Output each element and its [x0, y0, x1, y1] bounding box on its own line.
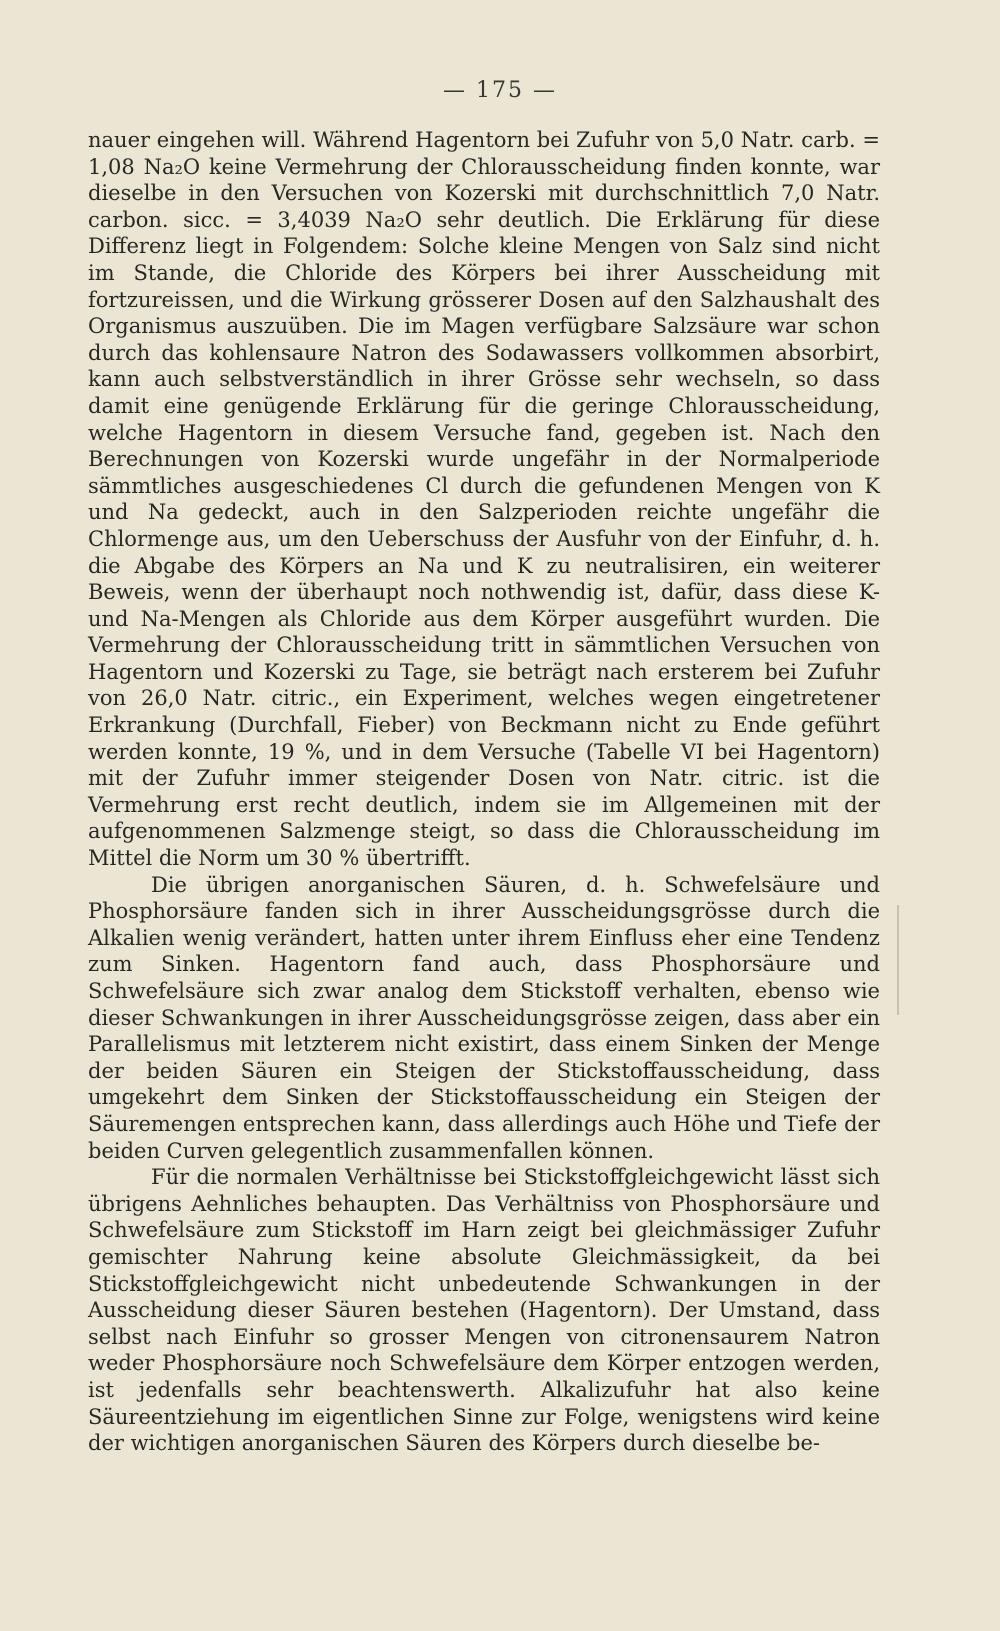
paragraph-1: nauer eingehen will. Während Hagentorn bei Zufuhr von 5,0 Natr. carb. = 1,08 Na₂O keine Vermehrung der Chlorausscheidung finden konnte, war dieselbe in den Versuchen von Kozerski mit durchschnittlich 7,0 Natr. carbon. sicc. = 3,4039 Na₂O sehr deutlich. Die Erklärung für diese Differenz liegt in Folgendem: Solche kleine Mengen von Salz sind nicht im Stande, die Chloride des Körpers bei ihrer Ausscheidung mit fortzureissen, und die Wirkung grösserer Dosen auf den Salzhaushalt des Organismus auszuüben. Die im Magen verfügbare Salzsäure war schon durch das kohlensaure Natron des Sodawassers vollkommen absorbirt, kann auch selbstverständlich in ihrer Grösse sehr wechseln, so dass damit eine genügende Erklärung für die geringe Chlorausscheidung, welche Hagentorn in diesem Versuche fand, gegeben ist. Nach den Berechnungen von Kozerski wurde ungefähr in der Normalperiode sämmtliches ausgeschiedenes Cl durch die gefundenen Mengen von K und Na gedeckt, auch in den Salzperioden reichte ungefähr die Chlormenge aus, um den Ueberschuss der Ausfuhr von der Einfuhr, d. h. die Abgabe des Körpers an Na und K zu neutralisiren, ein weiterer Beweis, wenn der überhaupt noch nothwendig ist, dafür, dass diese K- und Na-Mengen als Chloride aus dem Körper ausgeführt wurden. Die Vermehrung der Chlorausscheidung tritt in sämmtlichen Versuchen von Hagentorn und Kozerski zu Tage, sie beträgt nach ersterem bei Zufuhr von 26,0 Natr. citric., ein Experiment, welches wegen eingetretener Erkrankung (Durchfall, Fieber) von Beckmann nicht zu Ende geführt werden konnte, 19 %, und in dem Versuche (Tabelle VI bei Hagentorn) mit der Zufuhr immer steigender Dosen von Natr. citric. ist die Vermehrung erst recht deutlich, indem sie im Allgemeinen mit der aufgenommenen Salzmenge steigt, so dass die Chlorausscheidung im Mittel die Norm um 30 % übertrifft.	[88, 128, 880, 871]
page-number: — 175 —	[443, 78, 557, 103]
body-text	[88, 127, 880, 1457]
margin-crease-mark	[897, 905, 899, 1015]
paragraph-3: Für die normalen Verhältnisse bei Stickstoffgleichgewicht lässt sich übrigens Aehnliches behaupten. Das Verhältniss von Phosphorsäure und Schwefelsäure zum Stickstoff im Harn zeigt bei gleichmässiger Zufuhr gemischter Nahrung keine absolute Gleichmässigkeit, da bei Stickstoffgleichgewicht nicht unbedeutende Schwankungen in der Ausscheidung dieser Säuren bestehen (Hagentorn). Der Umstand, dass selbst nach Einfuhr so grosser Mengen von citronensaurem Natron weder Phosphorsäure noch Schwefelsäure dem Körper entzogen werden, ist jedenfalls sehr beachtenswerth. Alkalizufuhr hat also keine Säureentziehung im eigentlichen Sinne zur Folge, wenigstens wird keine der wichtigen anorganischen Säuren des Körpers durch dieselbe be-	[88, 1165, 880, 1456]
paragraph-2: Die übrigen anorganischen Säuren, d. h. Schwefelsäure und Phosphorsäure fanden sich in ihrer Ausscheidungsgrösse durch die Alkalien wenig verändert, hatten unter ihrem Einfluss eher eine Tendenz zum Sinken. Hagentorn fand auch, dass Phosphorsäure und Schwefelsäure sich zwar analog dem Stickstoff verhalten, ebenso wie dieser Schwankungen in ihrer Ausscheidungsgrösse zeigen, dass aber ein Parallelismus mit letzterem nicht existirt, dass einem Sinken der Menge der beiden Säuren ein Steigen der Stickstoffausscheidung, dass umgekehrt dem Sinken der Stickstoffausscheidung ein Steigen der Säuremengen entsprechen kann, dass allerdings auch Höhe und Tiefe der beiden Curven gelegentlich zusammenfallen können.	[88, 872, 880, 1163]
